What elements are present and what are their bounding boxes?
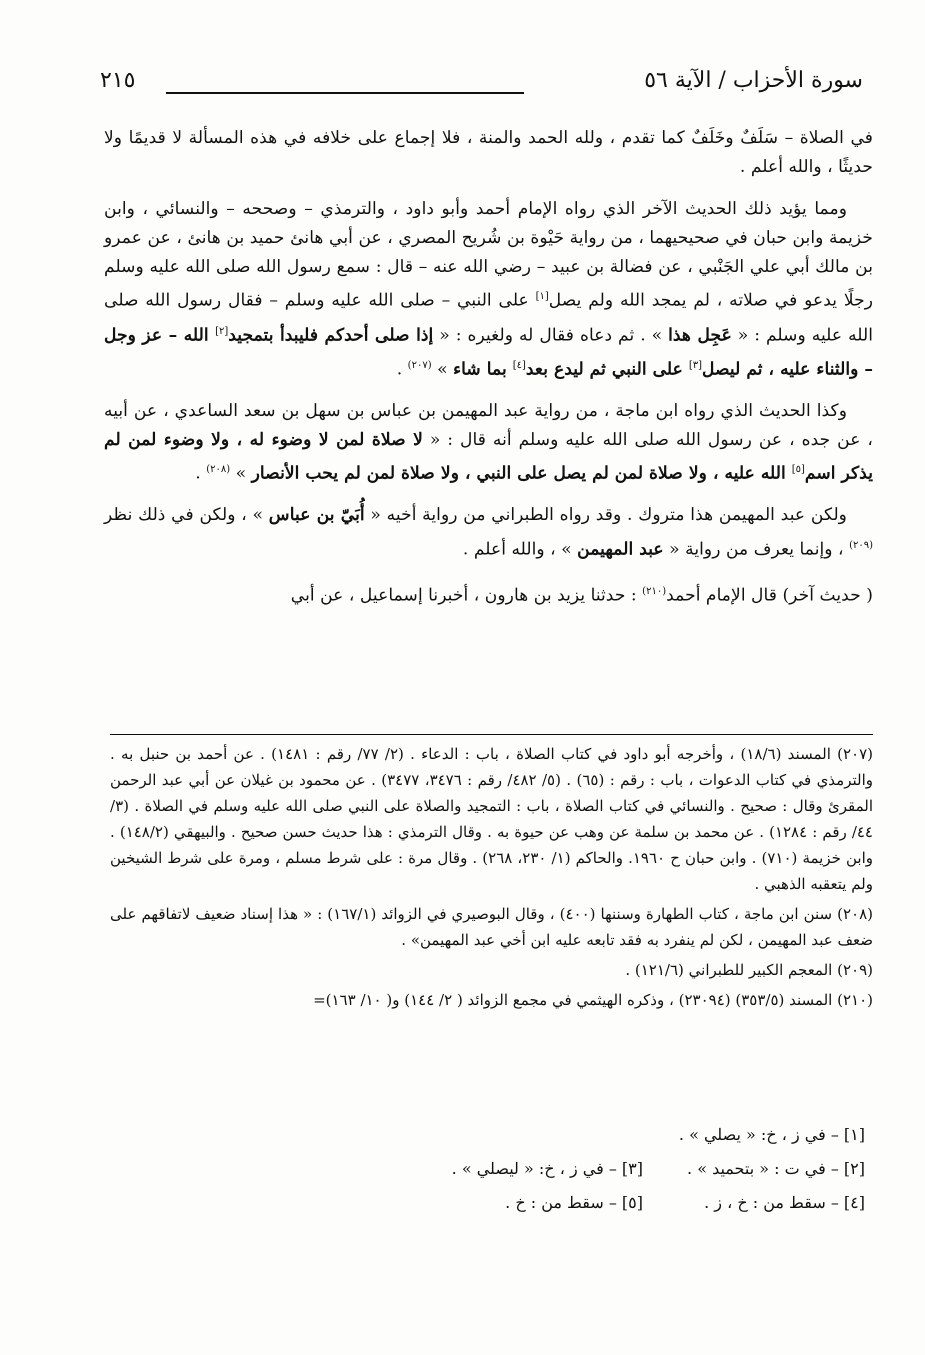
note-marker: [١] — [535, 291, 549, 303]
paragraph-4 — [104, 501, 873, 564]
hadith-quote: إذا صلى أحدكم فليبدأ بتمجيد — [228, 325, 434, 346]
note-marker: [٣] — [688, 359, 703, 371]
paragraph-2 — [104, 195, 873, 385]
variant-note: [٢] – في ت : « بتحميد » . — [687, 1159, 865, 1178]
narrator-name: عبد المهيمن — [577, 539, 664, 560]
paragraph-text: وكذا الحديث الذي رواه ابن ماجة ، من رواية عبد المهيمن بن عباس بن سهل بن سعد الساعدي ، عن أبيه ، عن جده ، عن رسول الله صلى الله عليه وسلم أنه قال : « — [104, 400, 873, 450]
header-rule — [166, 92, 524, 94]
running-title: سورة الأحزاب / الآية ٥٦ — [644, 68, 863, 93]
paragraph-text: . — [396, 359, 408, 380]
footnote-rule — [110, 734, 873, 735]
variant-notes — [140, 1118, 865, 1220]
paragraph-text: » ، ولكن في ذلك نظر — [104, 505, 269, 526]
hadith-quote: عَجِل هذا — [668, 325, 732, 346]
note-marker: [٤] — [512, 359, 526, 371]
variant-note: [٥] – سقط من : خ . — [505, 1193, 643, 1212]
paragraph-text: على النبي – صلى الله عليه وسلم – فقال رسول الله صلى الله عليه وسلم : « — [104, 291, 873, 346]
variant-note: [٤] – سقط من : خ ، ز . — [704, 1193, 865, 1212]
hadith-quote: الله عليه ، ولا صلاة لمن لم يصل على النبي ، ولا صلاة لمن لم يحب الأنصار — [251, 463, 792, 484]
hadith-quote: بما شاء — [453, 359, 513, 380]
note-marker: [٢] — [215, 325, 229, 337]
main-text — [104, 124, 873, 623]
paragraph-text: ولكن عبد المهيمن هذا متروك . وقد رواه الطبراني من رواية أخيه « — [364, 505, 847, 526]
paragraph-text: » ، والله أعلم . — [462, 539, 578, 560]
footnote-ref: (٢٠٧) — [407, 359, 432, 371]
hadith-quote: لا صلاة لمن لا وضوء له ، ولا وضوء لمن لم يذكر اسم — [104, 429, 873, 484]
variant-note: [١] – في ز ، خ: « يصلي » . — [678, 1125, 865, 1144]
paragraph-text: . — [195, 463, 207, 484]
paragraph-text: في الصلاة – سَلَفٌ وخَلَفٌ كما تقدم ، ولله الحمد والمنة ، فلا إجماع على خلافه في هذه المسألة لا قديمًا ولا حديثًا ، والله أعلم . — [104, 128, 873, 178]
hadith-quote: الله – عز وجل – والثناء عليه ، ثم ليصل — [104, 325, 873, 380]
variant-note: [٣] – في ز ، خ: « ليصلي » . — [451, 1159, 643, 1178]
paragraph-5 — [104, 577, 873, 611]
footnote: (٢٠٨) سنن ابن ماجة ، كتاب الطهارة وسننها (٤٠٠) ، وقال البوصيري في الزوائد (١٦٧/١) : « هذا إسناد ضعيف لاتفاقهم على ضعف عبد المهيمن ، لكن لم ينفرد به فقد تابعه عليه ابن أخي عبد المهيمن» . — [110, 905, 873, 949]
footnote-ref: (٢١٠) — [642, 585, 667, 597]
paragraph-1 — [104, 124, 873, 183]
paragraph-text: : حدثنا يزيد بن هارون ، أخبرنا إسماعيل ، عن أبي — [290, 585, 643, 606]
footnote: (٢٠٩) المعجم الكبير للطبراني (١٢١/٦) . — [625, 961, 873, 979]
paragraph-text: » — [230, 463, 252, 484]
note-marker: [٥] — [791, 464, 805, 476]
hadith-quote: على النبي ثم ليدع بعد — [525, 359, 689, 380]
footnote-ref: (٢٠٩) — [849, 539, 873, 551]
footnotes — [110, 734, 873, 1017]
footnote-ref: (٢٠٨) — [206, 464, 231, 476]
page-header — [100, 64, 863, 108]
footnote: (٢١٠) المسند (٣٥٣/٥) (٢٣٠٩٤) ، وذكره الهيثمي في مجمع الزوائد ( ٢/ ١٤٤) و( ١٠/ ١٦٣)= — [313, 991, 873, 1009]
paragraph-text: » — [431, 359, 454, 380]
paragraph-text: ( حديث آخر) قال الإمام أحمد — [666, 585, 873, 606]
note-row — [140, 1186, 865, 1220]
footnote: (٢٠٧) المسند (١٨/٦) ، وأخرجه أبو داود في كتاب الصلاة ، باب : الدعاء . (٢/ ٧٧/ رقم : ١٤٨١) . عن أحمد بن حنبل به . والترمذي في كتاب الدعوات ، باب : رقم : (٦٥) . (٥/ ٤٨٢/ رقم : ٣٤٧٦، ٣٤٧٧) . عن محمود بن غيلان عن أبي عبد الرحمن المقرئ وقال : صحيح . والنسائي في كتاب الصلاة ، باب : التمجيد والصلاة على النبي صلى الله عليه وسلم في الصلاة . (٣/ ٤٤/ رقم : ١٢٨٤) . عن محمد بن سلمة عن وهب عن حيوة به . وقال الترمذي : هذا حديث حسن صحيح . والبيهقي (١٤٨/٢) . وابن خزيمة (٧١٠) . وابن حبان ح ١٩٦٠. والحاكم (١/ ٢٣٠، ٢٦٨) . وقال مرة : على شرط مسلم ، ومرة على شرط الشيخين ولم يتعقبه الذهبي . — [110, 745, 874, 893]
paragraph-3 — [104, 397, 873, 490]
paragraph-text: » . ثم دعاه فقال له ولغيره : « — [433, 325, 669, 346]
note-row — [140, 1118, 865, 1152]
note-row — [140, 1152, 865, 1186]
page-number: ٢١٥ — [100, 68, 136, 93]
paragraph-text: ، وإنما يعرف من رواية « — [663, 539, 850, 560]
narrator-name: أُبَيّ بن عباس — [268, 505, 365, 526]
paragraph-text: ومما يؤيد ذلك الحديث الآخر الذي رواه الإمام أحمد وأبو داود ، والترمذي – وصححه – والنسائي ، وابن خزيمة وابن حبان في صحيحيهما ، من رواية حَيْوة بن شُريح المصري ، عن أبي هانئ حميد بن هانئ ، عن عمرو بن مالك أبي علي الجَنْبي ، عن فضالة بن عبيد – رضي الله عنه – قال : سمع رسول الله صلى الله عليه وسلم رجلًا يدعو في صلاته ، لم يمجد الله ولم يصل — [104, 198, 874, 312]
